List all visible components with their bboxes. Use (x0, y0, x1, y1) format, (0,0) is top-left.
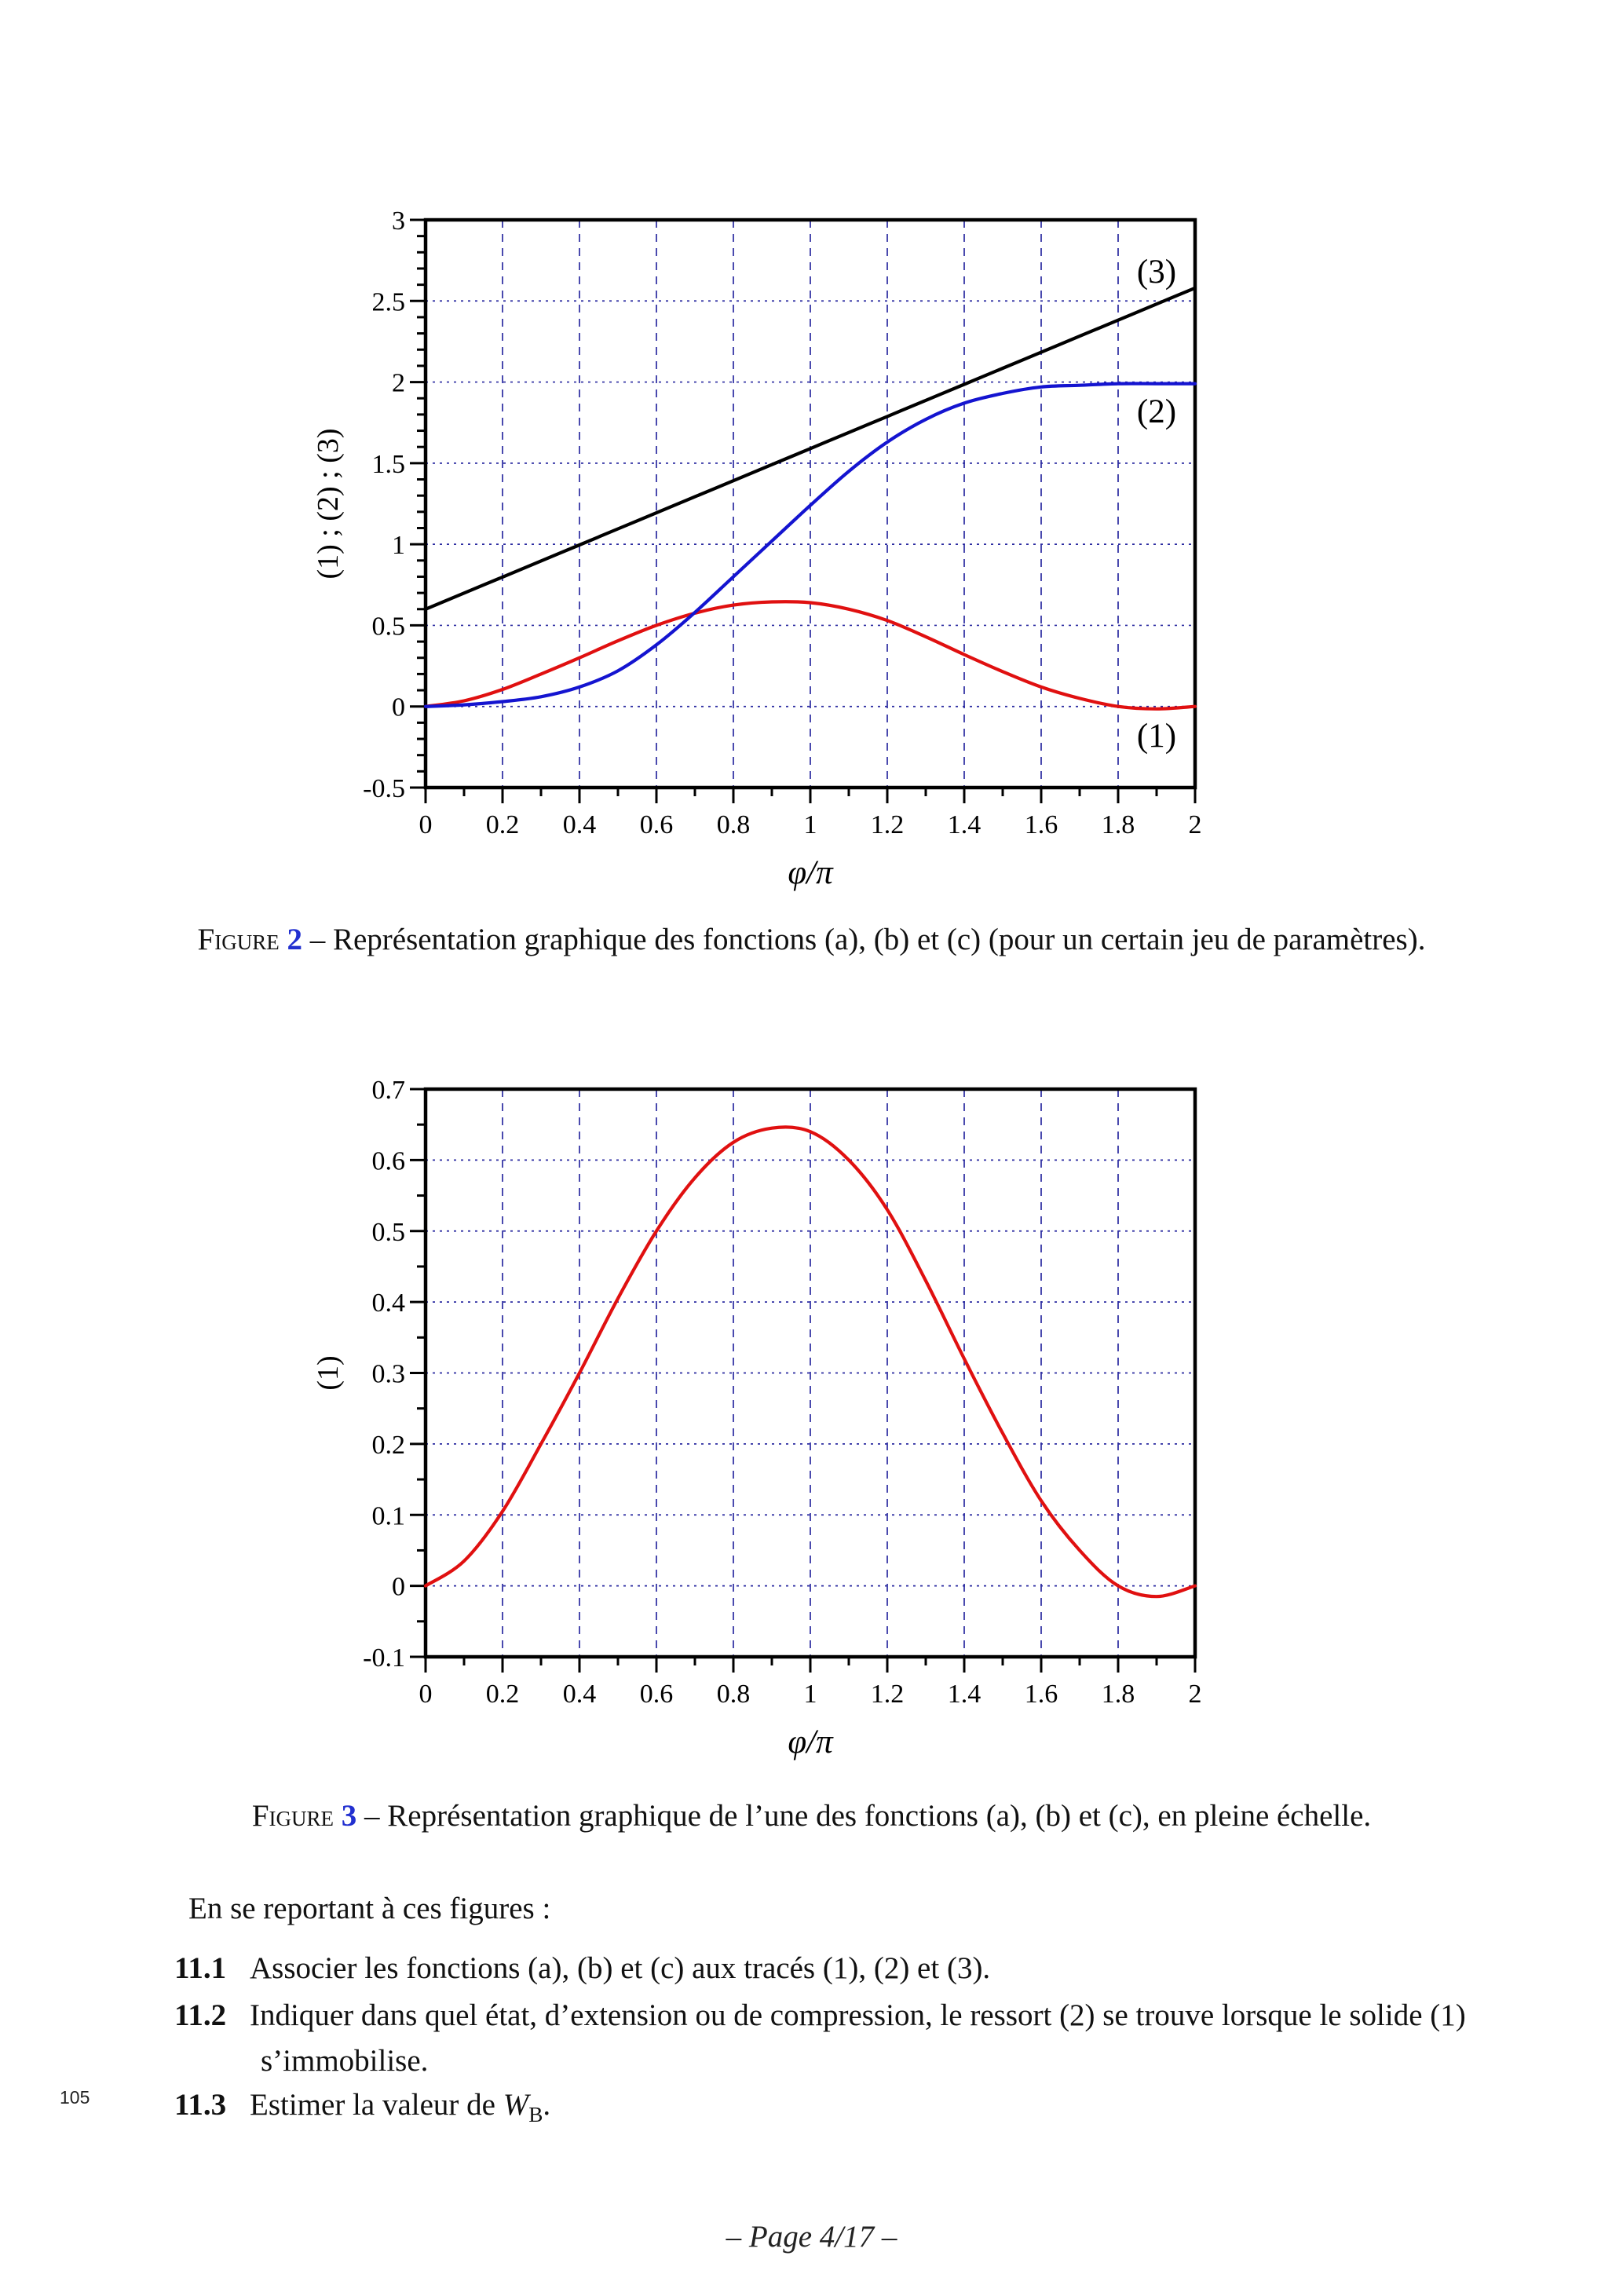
grid-lines (426, 1089, 1195, 1657)
question-11-3-period: . (543, 2088, 551, 2122)
svg-text:1: 1 (803, 1680, 817, 1709)
figure2-caption-sep: – (309, 923, 326, 956)
svg-text:0.4: 0.4 (562, 1680, 597, 1709)
svg-text:1.8: 1.8 (1101, 1680, 1135, 1709)
svg-text:0.4: 0.4 (371, 1289, 405, 1318)
question-11-2-number: 11.2 (174, 1998, 227, 2032)
svg-text:0.2: 0.2 (485, 810, 520, 839)
svg-text:0.8: 0.8 (716, 810, 751, 839)
question-11-3 (174, 2082, 1521, 2137)
question-11-1 (174, 1946, 1521, 1991)
svg-text:-0.1: -0.1 (363, 1643, 405, 1673)
figure2-caption (0, 920, 1623, 960)
svg-text:-0.5: -0.5 (363, 774, 405, 803)
svg-text:0.2: 0.2 (371, 1430, 405, 1460)
figure2-caption-text: Représentation graphique des fonctions (a), (b) et (c) (pour un certain jeu de paramètres). (332, 923, 1426, 956)
svg-text:0.3: 0.3 (371, 1359, 405, 1389)
svg-text:0.5: 0.5 (371, 612, 405, 642)
svg-text:2: 2 (1188, 1680, 1202, 1709)
svg-text:0.5: 0.5 (371, 1217, 405, 1247)
x-axis-label: φ/π (788, 854, 833, 891)
svg-text:2: 2 (1188, 810, 1202, 839)
question-11-1-number: 11.1 (174, 1951, 227, 1985)
question-11-1-text: Associer les fonctions (a), (b) et (c) aux tracés (1), (2) et (3). (250, 1951, 991, 1985)
figure3-caption-number: 3 (341, 1799, 357, 1833)
figure3-chart (259, 979, 1280, 1788)
figure2-caption-label: Figure (197, 923, 280, 956)
svg-text:0.1: 0.1 (371, 1501, 405, 1531)
svg-text:1.2: 1.2 (870, 1680, 905, 1709)
x-axis-label: φ/π (788, 1724, 833, 1760)
svg-text:0: 0 (419, 1680, 433, 1709)
figure3-caption-text: Représentation graphique de l’une des fonctions (a), (b) et (c), en pleine échelle. (387, 1799, 1372, 1833)
margin-line-number: 105 (60, 2087, 90, 2108)
work-symbol: W (503, 2088, 529, 2122)
curve-label-(2): (2) (1136, 393, 1177, 430)
svg-text:3: 3 (392, 207, 405, 236)
y-axis-label: (1) ; (2) ; (3) (312, 428, 345, 579)
figure3-caption-sep: – (364, 1799, 380, 1833)
figure3-chart-svg (259, 979, 1280, 1788)
question-11-3-text: Estimer la valeur de (250, 2088, 503, 2122)
svg-text:1.6: 1.6 (1024, 810, 1058, 839)
svg-text:1.8: 1.8 (1101, 810, 1135, 839)
svg-text:1.2: 1.2 (870, 810, 905, 839)
svg-text:1.6: 1.6 (1024, 1680, 1058, 1709)
svg-text:0.6: 0.6 (371, 1146, 405, 1176)
svg-text:1.5: 1.5 (371, 449, 405, 479)
question-11-3-number: 11.3 (174, 2088, 227, 2122)
svg-text:1: 1 (803, 810, 817, 839)
question-11-2-text: Indiquer dans quel état, d’extension ou de compression, le ressort (2) se trouve lorsque le solide (1) s’immobilise. (250, 1998, 1466, 2078)
figure3-caption-label: Figure (251, 1799, 334, 1833)
figure2-caption-number: 2 (287, 923, 302, 956)
figure2-chart-svg (259, 110, 1280, 919)
tick-labels (363, 1076, 1201, 1709)
svg-text:2.5: 2.5 (371, 287, 405, 317)
svg-text:1.4: 1.4 (947, 810, 981, 839)
question-11-2 (174, 1993, 1521, 2084)
y-axis-label: (1) (312, 1355, 345, 1391)
page-footer: – Page 4/17 – (726, 2220, 897, 2254)
svg-text:0.2: 0.2 (485, 1680, 520, 1709)
svg-text:2: 2 (392, 368, 405, 398)
svg-text:0.4: 0.4 (562, 810, 597, 839)
svg-text:0.6: 0.6 (639, 1680, 674, 1709)
axes-ticks (410, 1089, 1195, 1673)
svg-text:0.6: 0.6 (639, 810, 674, 839)
svg-text:0.7: 0.7 (371, 1076, 405, 1105)
figure3-caption (0, 1797, 1623, 1836)
svg-text:0: 0 (419, 810, 433, 839)
svg-text:0: 0 (392, 693, 405, 722)
curve-label-(1): (1) (1136, 717, 1177, 755)
svg-text:0.8: 0.8 (716, 1680, 751, 1709)
curve-label-(3): (3) (1136, 254, 1177, 291)
questions-intro: En se reportant à ces figures : (188, 1892, 551, 1925)
work-symbol-subscript: B (528, 2102, 543, 2126)
svg-text:0: 0 (392, 1572, 405, 1602)
svg-text:1.4: 1.4 (947, 1680, 981, 1709)
figure2-chart (259, 110, 1280, 919)
svg-text:1: 1 (392, 531, 405, 561)
